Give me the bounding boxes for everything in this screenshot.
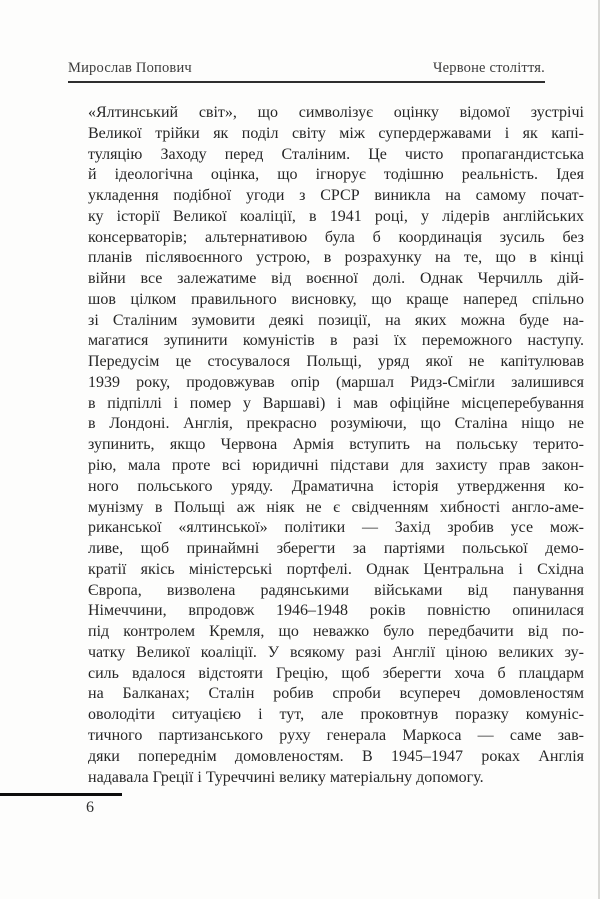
text-line: оволодіти ситуацією і тут, але проковтнув поразку комуніс-	[88, 706, 584, 724]
text-line: кратії якісь міністерські портфелі. Однак Центральна і Східна	[88, 560, 584, 578]
text-line: Європа, визволена радянськими військами від панування	[88, 581, 584, 599]
header-rule	[68, 81, 545, 83]
text-line: чатку Великої коаліції. У всякому разі Англії ціною великих зу-	[88, 643, 584, 661]
page-number: 6	[86, 799, 94, 816]
running-header	[68, 60, 545, 77]
text-line: риканської «ялтинської» політики — Захід зробив усе мож-	[88, 519, 584, 537]
text-line: 1939 року, продовжував опір (маршал Ридз-Сміґли залишився	[88, 373, 584, 391]
text-line: «Ялтинський світ», що символізує оцінку відомої зустрічі	[88, 104, 584, 121]
text-line: Передусім це стосувалося Польщі, уряд якої не капітулював	[88, 353, 584, 371]
scan-mark-bar	[0, 793, 122, 796]
text-line: в Лондоні. Англія, прекрасно розуміючи, що Сталіна ніщо не	[88, 415, 584, 433]
text-line: надавала Греції і Туреччині велику матеріальну допомогу.	[88, 768, 484, 786]
header-book-title: Червоне століття.	[432, 60, 545, 76]
text-line: під контролем Кремля, що неважко було передбачити від по-	[88, 623, 584, 641]
text-line: консерваторів; альтернативою була б координація зусиль без	[88, 228, 584, 246]
text-line: зупинить, якщо Червона Армія вступить на польську терито-	[88, 436, 584, 454]
text-line: в підпіллі і помер у Варшаві) і мав офіційне місцеперебування	[88, 394, 584, 412]
text-line: Німеччини, впродовж 1946–1948 років повністю опинилася	[88, 602, 584, 620]
text-line: силь вдалося відстояти Грецію, щоб зберегти хоча б плацдарм	[88, 664, 584, 682]
text-line: магатися зупинити комуністів в разі їх переможного наступу.	[88, 332, 584, 350]
text-line: на Балканах; Сталін робив спроби всупереч домовленостям	[88, 685, 584, 703]
text-line: й ідеологічна оцінка, що ігнорує тодішню реальність. Ідея	[88, 166, 584, 184]
text-line: війни все залежатиме від воєнної долі. Однак Черчилль дій-	[88, 270, 584, 288]
text-line: туляцію Заходу перед Сталіним. Це чисто пропагандистська	[88, 145, 584, 163]
text-line: ку історії Великої коаліції, в 1941 році, у лідерів англійських	[88, 207, 584, 225]
text-line: шов цілком правильного висновку, що краще наперед спільно	[88, 290, 584, 308]
text-line: мунізму в Польщі аж ніяк не є свідченням хибності англо-аме-	[88, 498, 584, 516]
text-line: зі Сталіним зумовити деякі позиції, на яких можна буде на-	[88, 311, 584, 329]
text-line: Великої трійки як поділ світу між супердержавами і як капі-	[88, 124, 584, 142]
body-text	[88, 103, 584, 788]
text-line: укладення подібної угоди з СРСР виникла на самому почат-	[88, 187, 584, 205]
text-line: тичного партизанського руху генерала Маркоса — саме зав-	[88, 726, 584, 744]
header-author: Мирослав Попович	[68, 60, 192, 76]
text-line: ливе, щоб принаймні зберегти за партіями польської демо-	[88, 540, 584, 558]
text-line: планів післявоєнного устрою, в розрахунку на те, що в кінці	[88, 249, 584, 267]
text-line: дяки попереднім домовленостям. В 1945–1947 роках Англія	[88, 747, 584, 765]
text-line: рію, мала проте всі юридичні підстави для захисту прав закон-	[88, 457, 584, 475]
text-line: ного польського уряду. Драматична історія утвердження ко-	[88, 477, 584, 495]
